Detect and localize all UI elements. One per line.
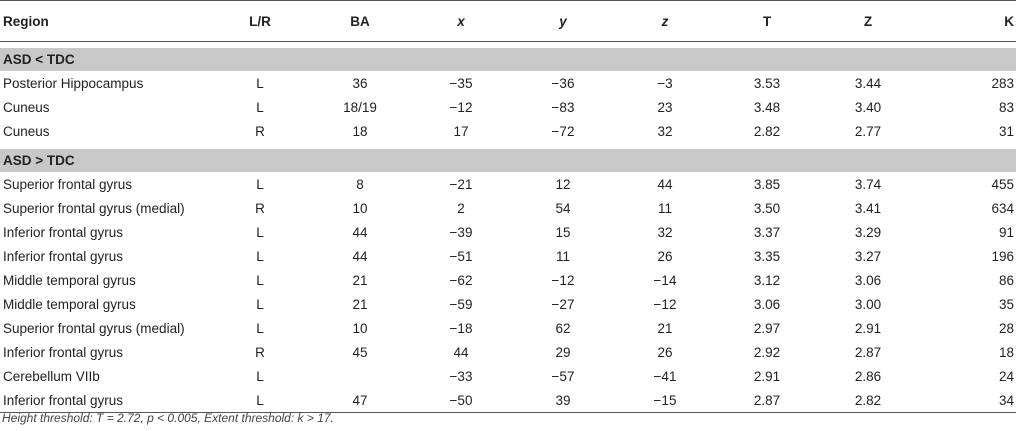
cell-zscore: 3.06	[854, 272, 882, 288]
cell-lr: R	[255, 123, 265, 139]
header-t: T	[716, 1, 818, 42]
cell-ba	[310, 364, 410, 388]
cell-k: 455	[991, 176, 1014, 192]
cell-ba: 47	[310, 388, 410, 413]
cell-lr: L	[210, 388, 310, 413]
header-region: Region	[0, 1, 210, 42]
group-label: ASD < TDC	[0, 48, 1016, 71]
cell-lr: L	[256, 176, 264, 192]
header-z: z	[614, 1, 716, 42]
cell-zscore: 3.44	[854, 75, 882, 91]
cell-lr: R	[255, 200, 265, 216]
cell-y: −36	[551, 75, 575, 91]
cell-lr: L	[256, 224, 264, 240]
cell-region: Cuneus	[3, 123, 50, 139]
table-row	[0, 220, 1016, 244]
cell-x: −51	[449, 248, 473, 264]
table-row	[0, 71, 1016, 95]
cell-t: 3.12	[753, 272, 781, 288]
cell-region: Inferior frontal gyrus	[0, 388, 210, 413]
cell-x: 44	[453, 344, 469, 360]
cell-z: −14	[653, 272, 677, 288]
cell-k: 34	[918, 388, 1016, 413]
cell-region: Cuneus	[3, 99, 50, 115]
cell-t: 3.35	[753, 248, 781, 264]
header-ba: BA	[310, 1, 410, 42]
cell-x: 17	[453, 123, 469, 139]
group-label: ASD > TDC	[0, 149, 1016, 172]
cell-lr: L	[256, 99, 264, 115]
cell-y: 29	[555, 344, 571, 360]
cell-lr: L	[256, 320, 264, 336]
table-row	[0, 316, 1016, 340]
table-row	[0, 292, 1016, 316]
cell-region: Middle temporal gyrus	[3, 272, 136, 288]
cell-t: 2.82	[753, 123, 781, 139]
cell-z: 26	[657, 344, 673, 360]
cell-y: 15	[555, 224, 571, 240]
cell-lr: L	[256, 248, 264, 264]
cell-t: 3.53	[753, 75, 781, 91]
cell-z: 21	[657, 320, 673, 336]
cell-x: −59	[449, 296, 473, 312]
cell-t: 2.87	[716, 388, 818, 413]
cell-zscore: 3.74	[854, 176, 882, 192]
cell-k: 28	[998, 320, 1014, 336]
cell-k: 91	[998, 224, 1014, 240]
cell-k: 86	[998, 272, 1014, 288]
cell-k: 35	[998, 296, 1014, 312]
cell-lr: R	[255, 344, 265, 360]
cell-zscore: 2.77	[854, 123, 882, 139]
cell-region: Superior frontal gyrus	[3, 176, 133, 192]
cell-z: 23	[657, 99, 673, 115]
cell-ba: 18	[352, 123, 368, 139]
header-x: x	[410, 1, 512, 42]
cell-ba: 10	[352, 320, 368, 336]
cell-x: −62	[449, 272, 473, 288]
table-row	[0, 244, 1016, 268]
cell-region: Inferior frontal gyrus	[3, 224, 124, 240]
cell-y: 12	[555, 176, 571, 192]
cell-t: 2.91	[753, 368, 781, 384]
cell-lr: L	[256, 272, 264, 288]
header-lr: L/R	[210, 1, 310, 42]
cell-region: Cerebellum VIIb	[3, 368, 100, 384]
cell-k: 196	[991, 248, 1014, 264]
table-body	[0, 42, 1016, 413]
table-row	[0, 268, 1016, 292]
cell-region: Inferior frontal gyrus	[3, 344, 124, 360]
cell-ba: 18/19	[343, 99, 377, 115]
cell-z: 26	[657, 248, 673, 264]
cell-ba: 44	[352, 248, 368, 264]
cell-y: −27	[551, 296, 575, 312]
cell-z: 11	[657, 200, 672, 216]
cell-lr: L	[256, 75, 264, 91]
cell-ba: 36	[352, 75, 368, 91]
cell-z: −3	[657, 75, 673, 91]
cell-zscore: 3.00	[854, 296, 882, 312]
cell-z: −41	[653, 368, 677, 384]
cell-t: 3.48	[753, 99, 781, 115]
cell-ba: 8	[356, 176, 364, 192]
cell-region: Middle temporal gyrus	[3, 296, 136, 312]
cell-z: 32	[657, 224, 673, 240]
cell-ba: 10	[352, 200, 368, 216]
cell-x: −35	[449, 75, 473, 91]
cell-y: 62	[555, 320, 571, 336]
header-row	[0, 1, 1016, 42]
cell-x: −12	[449, 99, 473, 115]
cell-k: 283	[991, 75, 1014, 91]
table-footnote: Height threshold: T = 2.72, p < 0.005, Extent threshold: k > 17.	[2, 411, 334, 425]
cell-zscore: 3.40	[854, 99, 882, 115]
cell-lr: L	[256, 368, 264, 384]
table-row	[0, 172, 1016, 196]
cell-x: −18	[449, 320, 473, 336]
group-header-row	[0, 149, 1016, 172]
cell-zscore: 2.82	[818, 388, 918, 413]
cell-z: −12	[653, 296, 677, 312]
table-row	[0, 119, 1016, 143]
cell-t: 2.97	[753, 320, 781, 336]
cell-zscore: 2.86	[854, 368, 882, 384]
cell-y: −12	[551, 272, 575, 288]
cell-t: 3.50	[753, 200, 781, 216]
cell-zscore: 3.27	[854, 248, 882, 264]
cell-z: 32	[657, 123, 673, 139]
cell-zscore: 3.29	[854, 224, 882, 240]
cell-y: 11	[555, 248, 570, 264]
cell-k: 634	[991, 200, 1014, 216]
group-header-row	[0, 48, 1016, 71]
cell-k: 31	[998, 123, 1014, 139]
table-row	[0, 95, 1016, 119]
cell-y: −83	[551, 99, 575, 115]
cell-ba: 45	[352, 344, 368, 360]
cell-region: Inferior frontal gyrus	[3, 248, 124, 264]
cell-region: Posterior Hippocampus	[3, 75, 144, 91]
cell-z: 44	[657, 176, 673, 192]
cell-region: Superior frontal gyrus (medial)	[3, 200, 185, 216]
cell-zscore: 3.41	[854, 200, 882, 216]
cell-t: 3.37	[753, 224, 781, 240]
cell-zscore: 2.91	[854, 320, 882, 336]
table-row	[0, 364, 1016, 388]
cell-ba: 21	[352, 296, 368, 312]
cell-x: −21	[449, 176, 473, 192]
cell-t: 3.85	[753, 176, 781, 192]
cell-t: 3.06	[753, 296, 781, 312]
cell-ba: 21	[352, 272, 368, 288]
cell-region: Superior frontal gyrus (medial)	[3, 320, 185, 336]
cell-k: 83	[998, 99, 1014, 115]
cell-ba: 44	[352, 224, 368, 240]
table-row	[0, 196, 1016, 220]
cell-k: 24	[998, 368, 1014, 384]
cell-y: 54	[555, 200, 571, 216]
cell-k: 18	[998, 344, 1014, 360]
cell-z: −15	[614, 388, 716, 413]
header-zscore: Z	[818, 1, 918, 42]
cell-x: −39	[449, 224, 473, 240]
cell-x: 2	[457, 200, 465, 216]
table-row	[0, 388, 1016, 413]
cell-y: −57	[551, 368, 575, 384]
cell-zscore: 2.87	[854, 344, 882, 360]
table-row	[0, 340, 1016, 364]
cell-x: −33	[449, 368, 473, 384]
cell-y: 39	[512, 388, 614, 413]
header-k: K	[918, 1, 1016, 42]
header-y: y	[512, 1, 614, 42]
cell-t: 2.92	[753, 344, 781, 360]
cell-x: −50	[410, 388, 512, 413]
cell-lr: L	[256, 296, 264, 312]
cell-y: −72	[551, 123, 575, 139]
